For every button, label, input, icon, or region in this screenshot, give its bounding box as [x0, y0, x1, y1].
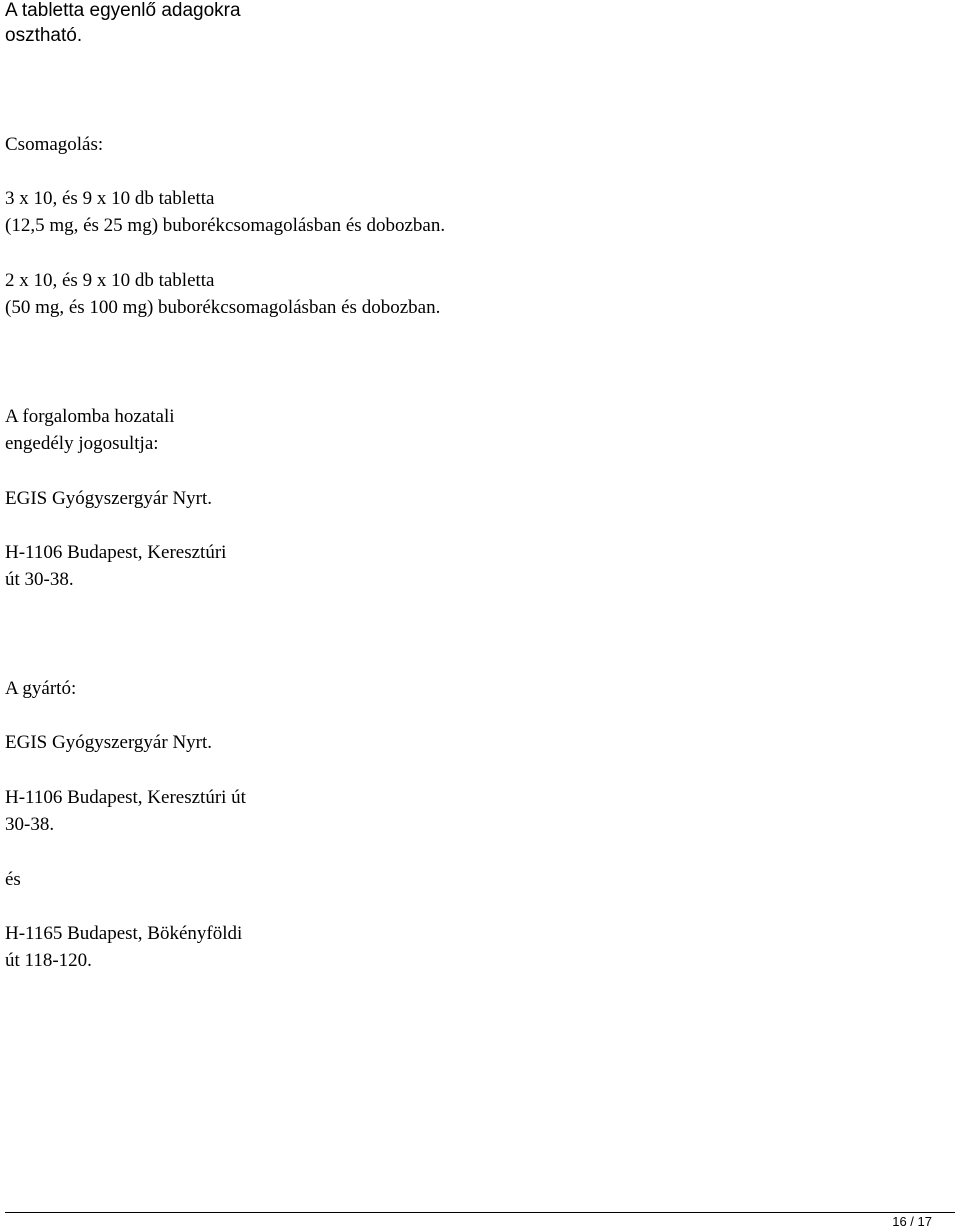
intro-text-line-1: A tabletta egyenlő adagokra — [5, 0, 241, 21]
page-number: 16 / 17 — [892, 1214, 932, 1229]
holder-heading-line-2: engedély jogosultja: — [5, 433, 159, 454]
manufacturer-address2-line-1: H-1165 Budapest, Bökényföldi — [5, 923, 243, 944]
manufacturer-heading: A gyártó: — [5, 678, 77, 699]
packaging-heading: Csomagolás: — [5, 134, 104, 155]
packaging-pack1-line-1: 3 x 10, és 9 x 10 db tabletta — [5, 188, 215, 209]
intro-text-line-2: osztható. — [5, 25, 83, 46]
holder-address-line-1: H-1106 Budapest, Keresztúri — [5, 542, 227, 563]
manufacturer-address2-line-2: út 118-120. — [5, 950, 92, 971]
manufacturer-address1-line-2: 30-38. — [5, 814, 55, 835]
holder-address-line-2: út 30-38. — [5, 569, 74, 590]
footer-divider — [5, 1212, 955, 1213]
packaging-pack1-line-2: (12,5 mg, és 25 mg) buborékcsomagolásban és dobozban. — [5, 215, 446, 236]
manufacturer-address1-line-1: H-1106 Budapest, Keresztúri út — [5, 787, 246, 808]
packaging-pack2-line-1: 2 x 10, és 9 x 10 db tabletta — [5, 270, 215, 291]
manufacturer-conjunction: és — [5, 869, 21, 890]
manufacturer-company: EGIS Gyógyszergyár Nyrt. — [5, 732, 213, 753]
holder-company: EGIS Gyógyszergyár Nyrt. — [5, 488, 213, 509]
packaging-pack2-line-2: (50 mg, és 100 mg) buborékcsomagolásban és dobozban. — [5, 297, 441, 318]
holder-heading-line-1: A forgalomba hozatali — [5, 406, 175, 427]
